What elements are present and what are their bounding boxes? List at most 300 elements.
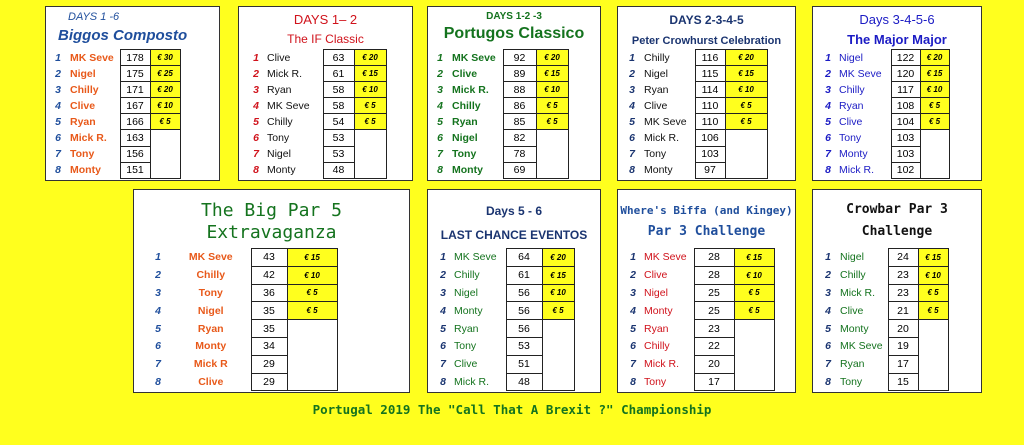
position-number: 1 <box>440 251 446 264</box>
player-name: Chilly <box>267 115 293 128</box>
score-cell: 56 <box>506 284 542 302</box>
result-row <box>432 146 568 162</box>
position-number: 5 <box>825 322 831 335</box>
position-number: 8 <box>629 164 635 177</box>
score-cell: 35 <box>251 302 287 320</box>
result-row <box>821 98 949 114</box>
player-name: MK Seve <box>454 251 497 264</box>
prize-cell: € 20 <box>354 50 386 66</box>
score-cell: 15 <box>888 373 918 391</box>
prize-cell: € 5 <box>734 284 774 302</box>
prize-cell: € 5 <box>536 114 568 130</box>
position-number: 8 <box>825 375 831 388</box>
score-cell: 82 <box>503 130 536 146</box>
result-row <box>821 50 949 66</box>
result-row <box>249 114 386 130</box>
result-row <box>626 302 774 320</box>
player-name: Mick R. <box>452 83 489 96</box>
prize-cell <box>918 320 948 338</box>
result-row <box>149 337 337 355</box>
result-row <box>626 373 774 391</box>
score-cell: 53 <box>323 130 354 146</box>
card-crowhurst <box>617 6 796 181</box>
score-cell: 54 <box>323 114 354 130</box>
position-number: 6 <box>630 340 636 353</box>
prize-cell: € 25 <box>150 66 180 82</box>
player-name: Monty <box>644 304 673 317</box>
player-name: Monty <box>454 304 483 317</box>
player-name: Tony <box>198 286 223 299</box>
result-row <box>624 98 767 114</box>
prize-cell <box>920 162 949 178</box>
score-cell: 156 <box>120 146 150 162</box>
position-number: 5 <box>440 322 446 335</box>
player-name: Monty <box>839 148 868 161</box>
prize-cell <box>150 146 180 162</box>
position-number: 4 <box>629 99 635 112</box>
position-number: 7 <box>253 148 259 161</box>
player-name: Clive <box>839 115 863 128</box>
score-cell: 23 <box>888 284 918 302</box>
prize-cell <box>920 146 949 162</box>
position-number: 4 <box>437 99 443 112</box>
prize-cell: € 10 <box>725 82 767 98</box>
prize-cell: € 20 <box>920 50 949 66</box>
position-number: 6 <box>825 132 831 145</box>
position-number: 3 <box>825 83 831 96</box>
score-cell: 106 <box>695 130 725 146</box>
score-cell: 17 <box>694 373 734 391</box>
prize-cell <box>287 355 337 373</box>
player-name: MK Seve <box>267 99 310 112</box>
prize-cell <box>918 337 948 355</box>
player-name: Tony <box>452 148 477 161</box>
score-cell: 20 <box>888 320 918 338</box>
score-cell: 56 <box>506 320 542 338</box>
position-number: 7 <box>825 358 831 371</box>
result-row <box>436 249 574 267</box>
position-number: 8 <box>440 375 446 388</box>
position-number: 8 <box>155 375 161 388</box>
result-row <box>624 130 767 146</box>
player-name: Chilly <box>644 51 670 64</box>
player-name: Chilly <box>454 269 480 282</box>
prize-cell <box>536 162 568 178</box>
position-number: 7 <box>440 358 446 371</box>
result-row <box>432 130 568 146</box>
prize-cell <box>542 320 574 338</box>
player-name: Mick R. <box>70 132 107 145</box>
position-number: 4 <box>630 304 636 317</box>
results-table <box>821 49 950 179</box>
player-name: Clive <box>198 375 224 388</box>
score-cell: 35 <box>251 320 287 338</box>
position-number: 3 <box>253 83 259 96</box>
score-cell: 89 <box>503 66 536 82</box>
prize-cell: € 20 <box>150 82 180 98</box>
score-cell: 23 <box>888 266 918 284</box>
card-title-line1: Days 5 - 6 <box>485 204 543 218</box>
score-cell: 24 <box>888 249 918 267</box>
prize-cell: € 10 <box>542 284 574 302</box>
prize-cell: € 10 <box>920 82 949 98</box>
prize-cell <box>725 162 767 178</box>
card-portugos <box>427 6 601 181</box>
card-title-line2: Challenge <box>861 224 933 239</box>
card-last-chance <box>427 189 601 393</box>
result-row <box>624 66 767 82</box>
player-name: Mick R. <box>839 164 874 177</box>
player-name: Nigel <box>644 67 668 80</box>
prize-cell: € 15 <box>920 66 949 82</box>
prize-cell <box>918 373 948 391</box>
score-cell: 42 <box>251 266 287 284</box>
score-cell: 19 <box>888 337 918 355</box>
result-row <box>50 130 180 146</box>
card-title-line1: Crowbar Par 3 <box>846 202 948 217</box>
result-row <box>436 302 574 320</box>
prize-cell: € 15 <box>725 66 767 82</box>
result-row <box>50 98 180 114</box>
prize-cell <box>354 146 386 162</box>
player-name: MK Seve <box>452 51 496 64</box>
score-cell: 116 <box>695 50 725 66</box>
player-name: Clive <box>644 99 668 112</box>
player-name: Monty <box>70 164 101 177</box>
card-title-line2: Peter Crowhurst Celebration <box>631 35 782 47</box>
result-row <box>436 337 574 355</box>
result-row <box>820 302 948 320</box>
score-cell: 171 <box>120 82 150 98</box>
position-number: 1 <box>825 51 831 64</box>
prize-cell <box>734 320 774 338</box>
position-number: 3 <box>440 286 446 299</box>
position-number: 4 <box>253 99 259 112</box>
player-name: Tony <box>454 340 477 353</box>
position-number: 8 <box>55 164 61 177</box>
result-row <box>149 302 337 320</box>
score-cell: 103 <box>891 130 920 146</box>
prize-cell: € 20 <box>536 50 568 66</box>
score-cell: 104 <box>891 114 920 130</box>
result-row <box>626 337 774 355</box>
prize-cell: € 10 <box>354 82 386 98</box>
score-cell: 28 <box>694 249 734 267</box>
score-cell: 97 <box>695 162 725 178</box>
card-if-classic <box>238 6 413 181</box>
position-number: 2 <box>825 67 831 80</box>
prize-cell: € 15 <box>536 66 568 82</box>
card-title-line1: DAYS 1 -6 <box>68 11 120 23</box>
player-name: Ryan <box>840 358 865 371</box>
position-number: 6 <box>55 132 61 145</box>
player-name: Ryan <box>197 322 224 335</box>
player-name: Clive <box>267 51 291 64</box>
results-table <box>249 49 387 179</box>
prize-cell: € 5 <box>287 302 337 320</box>
position-number: 8 <box>630 375 636 388</box>
score-cell: 110 <box>695 114 725 130</box>
prize-cell: € 10 <box>734 266 774 284</box>
prize-cell <box>536 130 568 146</box>
player-name: Ryan <box>839 99 864 112</box>
player-name: Tony <box>70 148 95 161</box>
results-table <box>432 49 569 179</box>
player-name: Chilly <box>644 340 670 353</box>
score-cell: 53 <box>323 146 354 162</box>
player-name: Clive <box>840 304 864 317</box>
card-title-line1: The Big Par 5 <box>201 200 342 221</box>
player-name: Nigel <box>267 148 291 161</box>
position-number: 4 <box>155 304 161 317</box>
score-cell: 69 <box>503 162 536 178</box>
prize-cell: € 10 <box>536 82 568 98</box>
player-name: Clive <box>452 67 478 80</box>
result-row <box>436 320 574 338</box>
player-name: Chilly <box>452 99 481 112</box>
position-number: 2 <box>825 269 831 282</box>
score-cell: 78 <box>503 146 536 162</box>
score-cell: 34 <box>251 337 287 355</box>
score-cell: 122 <box>891 50 920 66</box>
card-title-line1: DAYS 1-2 -3 <box>486 11 542 22</box>
position-number: 8 <box>825 164 831 177</box>
result-row <box>624 82 767 98</box>
prize-cell: € 10 <box>918 266 948 284</box>
prize-cell: € 30 <box>150 50 180 66</box>
prize-cell <box>150 162 180 178</box>
position-number: 1 <box>437 51 443 64</box>
player-name: Ryan <box>452 115 478 128</box>
prize-cell: € 10 <box>287 266 337 284</box>
position-number: 5 <box>825 115 831 128</box>
player-name: MK Seve <box>839 67 882 80</box>
player-name: Ryan <box>70 115 96 128</box>
result-row <box>432 114 568 130</box>
result-row <box>820 249 948 267</box>
result-row <box>432 50 568 66</box>
position-number: 2 <box>440 269 446 282</box>
player-name: MK Seve <box>644 251 687 264</box>
player-name: Mick R <box>193 358 228 371</box>
result-row <box>624 114 767 130</box>
score-cell: 103 <box>891 146 920 162</box>
result-row <box>149 373 337 391</box>
position-number: 4 <box>825 304 831 317</box>
result-row <box>249 66 386 82</box>
card-title-line2: Biggos Composto <box>58 27 188 44</box>
player-name: Ryan <box>644 322 669 335</box>
player-name: Nigel <box>197 304 224 317</box>
result-row <box>249 82 386 98</box>
position-number: 7 <box>629 148 635 161</box>
prize-cell <box>354 162 386 178</box>
card-title-line1: Where's Biffa (and Kingey) <box>620 204 793 217</box>
position-number: 2 <box>630 269 636 282</box>
player-name: Nigel <box>452 132 478 145</box>
position-number: 6 <box>440 340 446 353</box>
player-name: Mick R. <box>454 375 489 388</box>
position-number: 6 <box>437 132 443 145</box>
prize-cell: € 5 <box>354 114 386 130</box>
score-cell: 110 <box>695 98 725 114</box>
result-row <box>626 355 774 373</box>
position-number: 3 <box>55 83 61 96</box>
position-number: 5 <box>629 115 635 128</box>
result-row <box>249 162 386 178</box>
result-row <box>820 373 948 391</box>
position-number: 1 <box>629 51 635 64</box>
player-name: Mick R. <box>644 358 679 371</box>
player-name: Tony <box>644 375 667 388</box>
prize-cell: € 15 <box>354 66 386 82</box>
player-name: Tony <box>644 148 667 161</box>
results-table <box>626 248 775 391</box>
card-title-line2: Portugos Classico <box>443 25 585 42</box>
position-number: 7 <box>155 358 161 371</box>
player-name: Nigel <box>454 286 478 299</box>
position-number: 3 <box>437 83 443 96</box>
card-biffa <box>617 189 796 393</box>
score-cell: 85 <box>503 114 536 130</box>
card-big-par-5 <box>133 189 410 393</box>
result-row <box>624 50 767 66</box>
result-row <box>436 355 574 373</box>
card-title-line2: LAST CHANCE EVENTOS <box>440 228 588 242</box>
results-table <box>624 49 768 179</box>
result-row <box>50 66 180 82</box>
prize-cell: € 5 <box>734 302 774 320</box>
player-name: Tony <box>840 375 863 388</box>
prize-cell <box>734 355 774 373</box>
prize-cell <box>918 355 948 373</box>
player-name: Monty <box>195 340 227 353</box>
position-number: 4 <box>55 99 61 112</box>
score-cell: 61 <box>506 266 542 284</box>
result-row <box>149 355 337 373</box>
player-name: Mick R. <box>840 286 875 299</box>
score-cell: 178 <box>120 50 150 66</box>
card-title-line2: Extravaganza <box>206 222 337 243</box>
position-number: 6 <box>253 132 259 145</box>
prize-cell <box>542 355 574 373</box>
player-name: Clive <box>70 99 96 112</box>
score-cell: 166 <box>120 114 150 130</box>
player-name: Mick R. <box>267 67 302 80</box>
position-number: 3 <box>825 286 831 299</box>
score-cell: 92 <box>503 50 536 66</box>
prize-cell: € 10 <box>150 98 180 114</box>
player-name: Ryan <box>644 83 669 96</box>
player-name: Clive <box>644 269 668 282</box>
position-number: 5 <box>253 115 259 128</box>
prize-cell <box>354 130 386 146</box>
prize-cell <box>920 130 949 146</box>
card-title-line1: Days 3-4-5-6 <box>859 12 935 27</box>
result-row <box>50 162 180 178</box>
position-number: 5 <box>155 322 161 335</box>
result-row <box>50 114 180 130</box>
result-row <box>436 284 574 302</box>
position-number: 5 <box>437 115 443 128</box>
result-row <box>436 266 574 284</box>
card-title-line1: DAYS 1– 2 <box>293 12 358 27</box>
score-cell: 56 <box>506 302 542 320</box>
player-name: Monty <box>267 164 296 177</box>
result-row <box>432 98 568 114</box>
player-name: MK Seve <box>644 115 687 128</box>
result-row <box>820 337 948 355</box>
prize-cell: € 15 <box>542 266 574 284</box>
result-row <box>149 284 337 302</box>
result-row <box>249 130 386 146</box>
championship-footer: Portugal 2019 The "Call That A Brexit ?" Championship <box>312 402 712 417</box>
position-number: 6 <box>629 132 635 145</box>
score-cell: 21 <box>888 302 918 320</box>
prize-cell <box>287 320 337 338</box>
position-number: 8 <box>437 164 443 177</box>
prize-cell: € 5 <box>725 98 767 114</box>
result-row <box>626 249 774 267</box>
prize-cell: € 20 <box>725 50 767 66</box>
result-row <box>436 373 574 391</box>
prize-cell: € 5 <box>920 114 949 130</box>
position-number: 3 <box>630 286 636 299</box>
position-number: 5 <box>630 322 636 335</box>
score-cell: 61 <box>323 66 354 82</box>
player-name: Tony <box>267 132 290 145</box>
result-row <box>626 284 774 302</box>
result-row <box>149 266 337 284</box>
prize-cell: € 5 <box>150 114 180 130</box>
position-number: 4 <box>440 304 446 317</box>
score-cell: 51 <box>506 355 542 373</box>
score-cell: 58 <box>323 98 354 114</box>
player-name: Chilly <box>196 269 226 282</box>
player-name: Ryan <box>454 322 479 335</box>
score-cell: 48 <box>323 162 354 178</box>
prize-cell <box>734 337 774 355</box>
position-number: 6 <box>155 340 161 353</box>
result-row <box>50 50 180 66</box>
score-cell: 120 <box>891 66 920 82</box>
prize-cell <box>150 130 180 146</box>
prize-cell <box>725 146 767 162</box>
score-cell: 48 <box>506 373 542 391</box>
score-cell: 151 <box>120 162 150 178</box>
score-cell: 167 <box>120 98 150 114</box>
score-cell: 53 <box>506 337 542 355</box>
score-cell: 102 <box>891 162 920 178</box>
score-cell: 43 <box>251 249 287 267</box>
score-cell: 103 <box>695 146 725 162</box>
result-row <box>432 162 568 178</box>
card-crowbar <box>812 189 982 393</box>
position-number: 7 <box>825 148 831 161</box>
score-cell: 88 <box>503 82 536 98</box>
prize-cell <box>734 373 774 391</box>
player-name: Monty <box>840 322 869 335</box>
score-cell: 115 <box>695 66 725 82</box>
player-name: MK Seve <box>840 340 883 353</box>
result-row <box>249 146 386 162</box>
prize-cell <box>725 130 767 146</box>
prize-cell: € 5 <box>918 302 948 320</box>
score-cell: 29 <box>251 355 287 373</box>
result-row <box>821 114 949 130</box>
score-cell: 86 <box>503 98 536 114</box>
result-row <box>149 249 337 267</box>
